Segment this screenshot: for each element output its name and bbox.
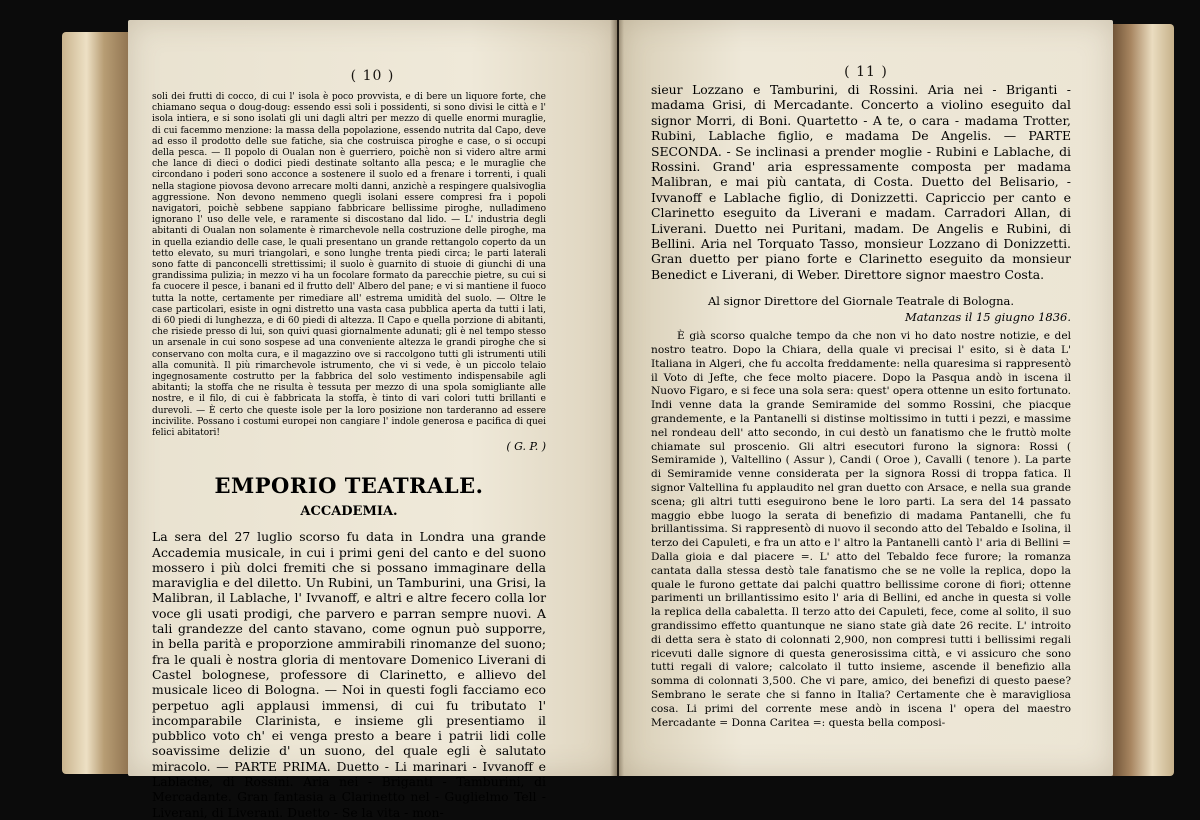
- article-signature: ( G. P. ): [506, 440, 546, 454]
- letter-dateline: Matanzas il 15 giugno 1836.: [904, 310, 1071, 325]
- page-number-right: ( 11 ): [844, 64, 888, 80]
- section-title: EMPORIO TEATRALE.: [214, 473, 484, 499]
- page-number-left: ( 10 ): [350, 68, 395, 84]
- article-text: soli dei frutti di cocco, di cui l' isola è poco provvista, e di bere un liquore forte, che chiamano sequa o doug-doug: essendo essi soli i possidenti, si sono divisi le città e l' isola intiera, e si sono isolati gli uni dagli altri per mezzo di quelle enormi muraglie, di cui facemmo menzione: la massa della popolazione, essendo nutrita dal Capo, deve ad esso il prodotto delle sue fatiche, sia che costruisca piroghe e case, o si occupi della pesca. — Il popolo di Oualan non è guerriero, poichè non si videro altre armi che lance di dieci o dodici piedi destinate soltanto alla pesca; e le muraglie che circondano i poderi sono acconce a sostenere il suolo ed a frenare i torrenti, i quali nella stagione piovosa devono arrecare molti danni, anzichè a respingere qualsivoglia aggressione. Non devono nemmeno quegli isolani essere compresi fra i popoli navigatori, poichè sebbene sappiano fabbricare bellissime piroghe, nulladimeno ignorano l' uso delle vele, e raramente si discostano dal lido. — L' industria degli abitanti di Oualan non solamente è rimarchevole nella costruzione delle piroghe, ma in quella eziandio delle case, le quali presentano un grande rettangolo coperto da un tetto elevato, su muri triangolari, e sono lunghe trenta piedi circa; le parti laterali sono fatte di panconcelli strettissimi; il suolo è guarnito di stuoie di giunchi di una grandissima pulizia; in mezzo vi ha un focolare formato da parecchie pietre, su cui si fa cuocere il pesce, i banani ed il frutto dell' Albero del pane; e vi si mantiene il fuoco tutta la notte, certamente per rimediare all' estrema umidità del suolo. — Oltre le case particolari, esiste in ogni distretto una vasta casa pubblica aperta da tutti i lati, di 60 piedi di lunghezza, e di 60 piedi di altezza. Il Capo e quella porzione di abitanti, che risiede presso di lui, son quivi quasi giornalmente adunati; gli è nel tempo stesso un arsenale in cui sono sospese ad una conveniente altezza le grandi piroghe che si conservano con molta cura, e il magazzino ove si raccolgono tutti gli istrumenti utili alla comunità. Il più rimarchevole istrumento, che vi si vede, è un piccolo telaio ingegnosamente costrutto per la fabbrica del solo vestimento indispensabile agli abitanti; la stoffa che ne risulta è tessuta per mezzo di una spola somigliante alle nostre, e il filo, di cui è fabbricata la stoffa, è tinto di vari colori tutti brillanti e durevoli. — È certo che queste isole per la loro posizione non tarderanno ad essere incivilite. Possano i costumi europei non cangiare l' indole generosa e pacifica di quei felici abitatori!: [152, 92, 546, 439]
- right-page-content: [651, 82, 1071, 730]
- letter-heading: Al signor Direttore del Giornale Teatrale di Bologna.: [707, 294, 1015, 309]
- book-edge-left: [62, 32, 132, 774]
- program-continuation: sieur Lozzano e Tamburini, di Rossini. Aria nei - Briganti - madama Grisi, di Mercadante. Concerto a violino eseguito dal signor Morri, di Boni. Quartetto - A te, o cara - madama Trotter, Rubini, Lablache figlio, e madama De Angelis. — PARTE SECONDA. - Se inclinasi a prender moglie - Rubini e Lablache, di Rossini. Grand' aria espressamente composta per madama Malibran, e mai più cantata, di Costa. Duetto del Belisario, - Ivvanoff e Lablache figlio, di Donizzetti. Capriccio per canto e Clarinetto eseguito da Liverani e madam. Carradori Allan, di Liverani. Duetto nei Puritani, madam. De Angelis e Rubini, di Bellini. Aria nel Torquato Tasso, monsieur Lozzano di Donizzetti. Gran duetto per piano forte e Clarinetto eseguito da monsieur Benedict e Liverani, di Weber. Direttore signor maestro Costa.: [651, 82, 1071, 282]
- book-gutter: [610, 20, 624, 776]
- letter-text: È già scorso qualche tempo da che non vi ho dato nostre notizie, e del nostro teatro. Dopo la Chiara, della quale vi precisai l' esito, si è data L' Italiana in Algeri, che fu accolta freddamente: nella quaresima si rappresentò il Voto di Jefte, che fece molto piacere. Dopo la Pasqua andò in iscena il Nuovo Figaro, e si fece una sola sera: quest' opera ottenne un esito fortunato. Indi venne data la grande Semiramide del sommo Rossini, che piacque grandemente, e la Pantanelli si distinse moltissimo in tutti i pezzi, e massime nel rondeau dell' atto secondo, in cui destò un fanatismo che le fruttò molte chiamate sul proscenio. Gli altri esecutori furono la signora: Rossi ( Semiramide ), Valtellino ( Assur ), Candi ( Oroe ), Cavalli ( tenore ). La parte di Semiramide venne considerata per la signora Rossi di troppa fatica. Il signor Valtellina fu applaudito nel gran duetto con Arsace, e nella sua grande scena; gli altri tutti eseguirono bene le loro parti. La sera del 14 passato maggio ebbe luogo la serata di benefizio di madama Pantanelli, che fu brillantissima. Si rappresentò di nuovo il secondo atto del Tebaldo e Isolina, il terzo dei Capuleti, e fra un atto e l' altro la Pantanelli cantò l' aria di Bellini = Dalla gioia e dal piacere =. L' atto del Tebaldo fece furore; la romanza cantata dalla stessa destò tale fanatismo che se ne volle la replica, dopo la quale le furono gettate dai palchi quattro bellissime corone di fiori; ottenne parimenti un brillantissimo esito l' aria di Bellini, ed anche in questa si volle la replica della cabaletta. Il terzo atto dei Capuleti, fece, come al solito, il suo grandissimo effetto quantunque ne siano state già date 26 recite. L' introito di detta sera è stato di colonnati 2,900, non compresi tutti i bellissimi regali ricevuti dalle signore di questa generosissima città, e vi assicuro che sono tutti regali di valore; calcolato il tutto insieme, ascende il benefizio alla somma di colonnati 3,500. Che vi pare, amico, dei benefizi di questo paese? Sembrano le serate che si fanno in Italia? Certamente che è maravigliosa cosa. Li primi del corrente mese andò in iscena l' opera del maestro Mercadante = Donna Caritea =: questa bella composi-: [651, 330, 1072, 729]
- book-edge-right: [1112, 24, 1174, 776]
- article-continuation: [152, 92, 546, 439]
- open-book: [62, 14, 1174, 820]
- section-text: La sera del 27 luglio scorso fu data in Londra una grande Accademia musicale, in cui i primi geni del canto e del suono mossero i più dolci fremiti che si possano immaginare della maraviglia e del diletto. Un Rubini, un Tamburini, una Grisi, la Malibran, il Lablache, l' Ivvanoff, e altri e altre fecero colla lor voce gli usati prodigi, che parvero e parran sempre nuovi. A tali grandezze del canto stavano, come ognun può supporre, in bella parità e proporzione ammirabili rinomanze del suono; fra le quali è nostra gloria di mentovare Domenico Liverani di Castel bolognese, professore di Clarinetto, e allievo del musicale liceo di Bologna. — Noi in questi fogli facciamo eco perpetuo agli applausi immensi, di cui fu tributato l' incomparabile Clarinista, e insieme gli presentiamo il pubblico voto ch' ei venga presto a beare i patrii lidi colle soavissime delizie d' un suono, del quale egli è salutato miracolo. — PARTE PRIMA. Duetto - Li marinari - Ivvanoff e Lablache, di Rossini. Aria nei - Briganti - Tamburini, di Mercadante. Gran fantasia a Clarinetto nel - Guglielmo Tell - Liverani, di Liverani. Duetto - Se la vita - mon-: [152, 529, 546, 820]
- left-page-content: [152, 92, 546, 820]
- section-subtitle: ACCADEMIA.: [300, 504, 398, 520]
